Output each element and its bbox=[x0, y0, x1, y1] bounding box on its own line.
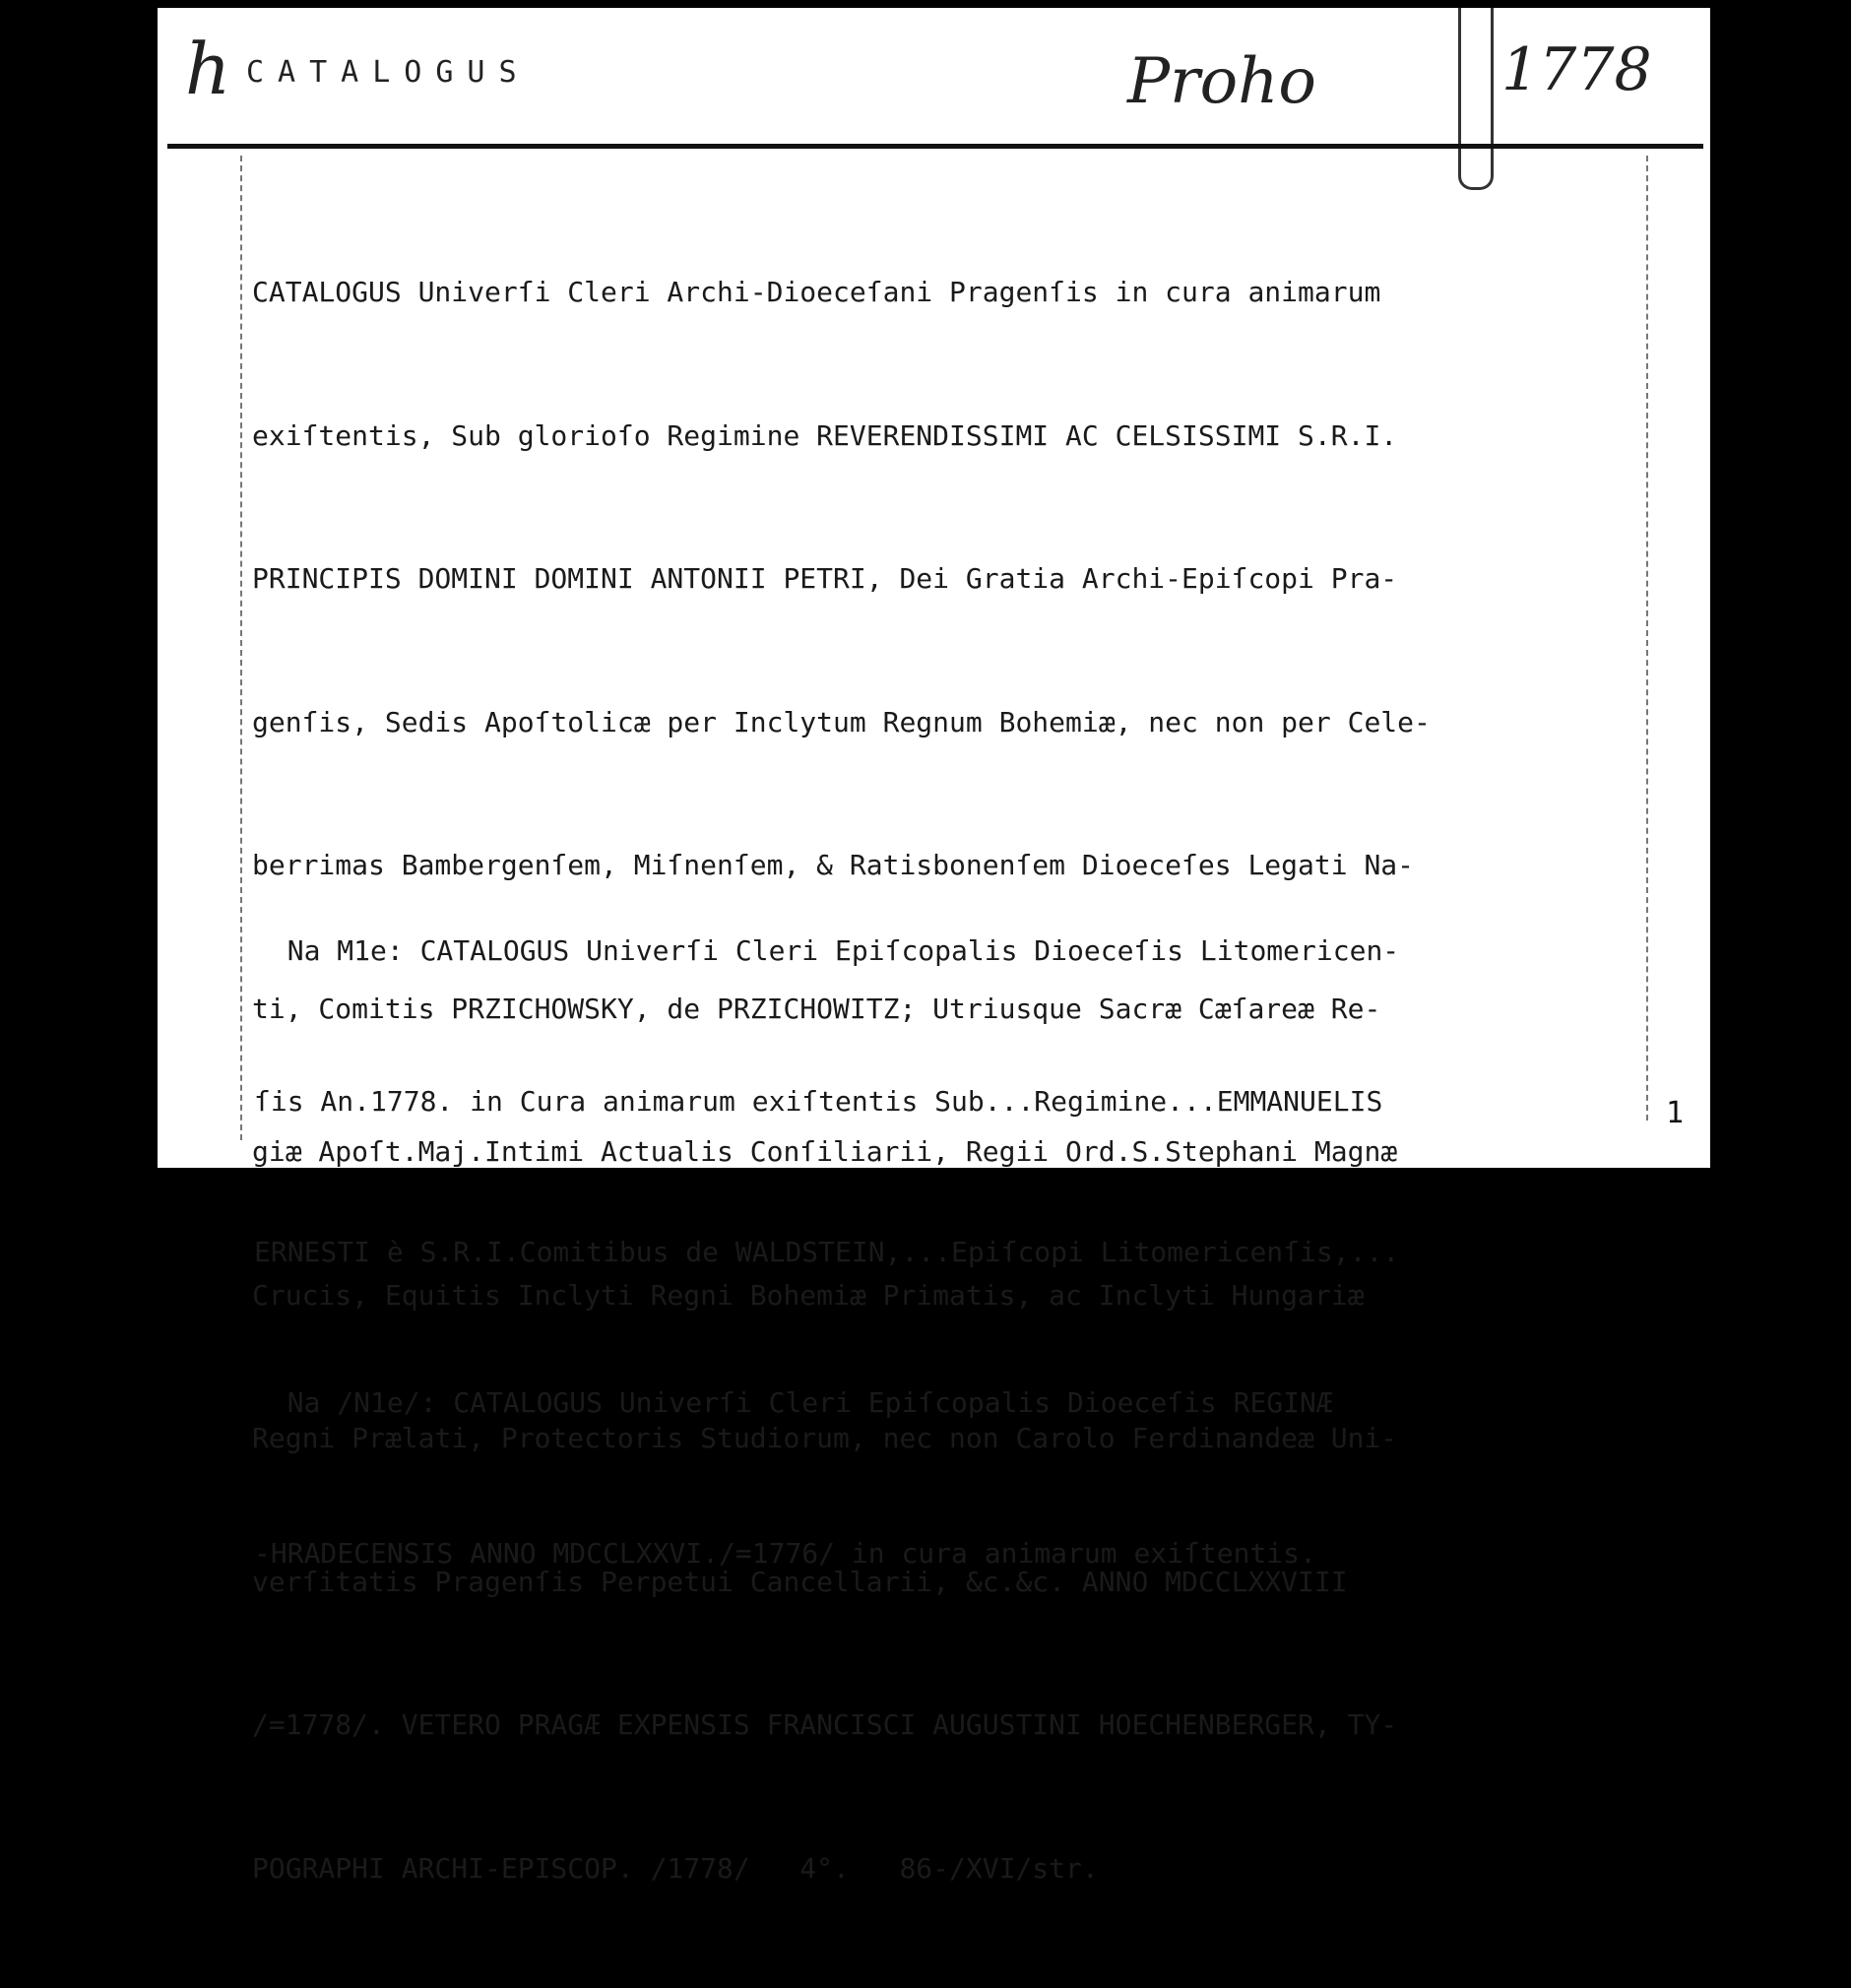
card-header-title: CATALOGUS bbox=[246, 55, 531, 90]
right-margin-line bbox=[1646, 156, 1648, 1121]
record-line: POGRAPHI ARCHI-EPISCOP. /1778/ 4°. 86-/XVI/str. bbox=[252, 1851, 1099, 1885]
page-number: 1 bbox=[1666, 1096, 1685, 1130]
record-line: verſitatis Pragenſis Perpetui Cancellarii, &c.&c. ANNO MDCCLXXVIII bbox=[252, 1565, 1348, 1598]
handwritten-signature: Proho bbox=[1127, 45, 1316, 118]
catalog-notes bbox=[254, 825, 1642, 1679]
left-margin-line bbox=[240, 156, 242, 1140]
record-line: ti, Comitis PRZICHOWSKY, de PRZICHOWITZ; Utriusque Sacræ Cæſareæ Re- bbox=[252, 992, 1381, 1025]
note-line: -HRADECENSIS ANNO MDCCLXXVI./=1776/ in cura animarum exiſtentis. bbox=[254, 1537, 1316, 1570]
record-line: PRINCIPIS DOMINI DOMINI ANTONII PETRI, Dei Gratia Archi-Epiſcopi Pra- bbox=[252, 562, 1398, 595]
note-line: ſis An.1778. in Cura animarum exiſtentis Sub...Regimine...EMMANUELIS bbox=[254, 1085, 1383, 1118]
note-line: ERNESTI è S.R.I.Comitibus de WALDSTEIN,...Epiſcopi Litomericenſis,... bbox=[254, 1236, 1400, 1268]
record-line: CATALOGUS Univerſi Cleri Archi-Dioeceſani Pragenſis in cura animarum bbox=[252, 276, 1381, 308]
record-line: Regni Prælati, Protectoris Studiorum, nec non Carolo Ferdinandeæ Uni- bbox=[252, 1422, 1398, 1454]
record-line: Crucis, Equitis Inclyti Regni Bohemiæ Primatis, ac Inclyti Hungariæ bbox=[252, 1278, 1365, 1312]
record-line: giæ Apoſt.Maj.Intimi Actualis Conſiliarii, Regii Ord.S.Stephani Magnæ bbox=[252, 1135, 1398, 1168]
record-line: berrimas Bambergenſem, Miſnenſem, & Ratisbonenſem Dioeceſes Legati Na- bbox=[252, 849, 1415, 881]
note-line: Na M1e: CATALOGUS Univerſi Cleri Epiſcopalis Dioeceſis Litomericen- bbox=[254, 934, 1400, 967]
header-rule bbox=[167, 144, 1703, 149]
record-line: exiſtentis, Sub glorioſo Regimine REVERENDISSIMI AC CELSISSIMI S.R.I. bbox=[252, 418, 1398, 452]
record-line: /=1778/. VETERO PRAGÆ EXPENSIS FRANCISCI AUGUSTINI HOECHENBERGER, TY- bbox=[252, 1708, 1398, 1741]
paper-clip-icon bbox=[1458, 8, 1494, 190]
record-line: genſis, Sedis Apoſtolicæ per Inclytum Regnum Bohemiæ, nec non per Cele- bbox=[252, 705, 1431, 738]
catalog-card bbox=[158, 8, 1710, 1885]
note-line: Na /N1e/: CATALOGUS Univerſi Cleri Epiſcopalis Dioeceſis REGINÆ bbox=[254, 1386, 1333, 1419]
handwritten-year: 1778 bbox=[1501, 35, 1652, 104]
handwritten-mark-left: h bbox=[185, 28, 231, 110]
